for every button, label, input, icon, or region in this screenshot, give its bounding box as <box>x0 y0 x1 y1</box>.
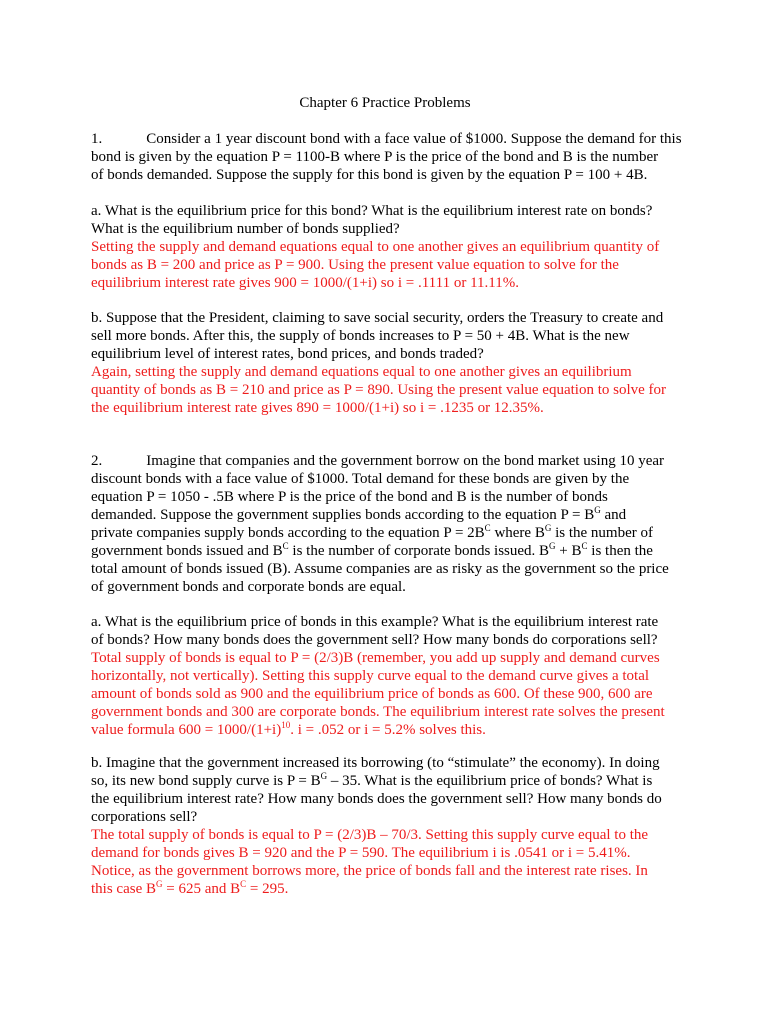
problem-2-line-4: demanded. Suppose the government supplies bonds according to the equation $P = B^G$ and <box>91 505 627 523</box>
problem-2a-answer-line: value formula $600 = 1000/(1+i)^{10}$. i = .052 or i = 5.2% solves this. <box>91 720 486 738</box>
problem-2b-question-line: so, its new bond supply curve is $P = B^G - 35$. What is the equilibrium price of bonds? What is <box>91 771 653 789</box>
problem-2-line-3: equation P = 1050 - .5B where P is the price of the bond and B is the number of bonds <box>91 489 608 505</box>
superscript-g: G <box>156 879 163 889</box>
superscript-exponent: 10 <box>281 720 291 730</box>
problem-2b-answer-line: The total supply of bonds is equal to P = (2/3)B – 70/3. Setting this supply curve equal to the <box>91 827 649 843</box>
problem-2-line-2: discount bonds with a face value of $1000. Total demand for these bonds are given by the <box>91 471 630 487</box>
problem-1b-answer-line: the equilibrium interest rate gives 890 = 1000/(1+i) so i = .1235 or 12.35%. <box>91 400 544 416</box>
problem-1a-answer <box>91 238 691 292</box>
problem-2a-question-line: of bonds? How many bonds does the government sell? How many bonds do corporations sell? <box>91 632 658 648</box>
problem-1a-answer-line: bonds as B = 200 and price as P = 900. Using the present value equation to solve for the <box>91 257 619 273</box>
problem-2b-question-line: corporations sell? <box>91 809 198 825</box>
problem-1b-question-line: sell more bonds. After this, the supply of bonds increases to P = 50 + 4B. What is the new <box>91 328 630 344</box>
problem-2a-answer <box>91 649 691 739</box>
problem-2-line-5: private companies supply bonds according to the equation $P = 2B^C$ where $B^G$ is the number of <box>91 523 653 541</box>
superscript-c: C <box>240 879 247 889</box>
problem-1a-question-line: What is the equilibrium number of bonds supplied? <box>91 221 400 237</box>
problem-1a-answer-line: equilibrium interest rate gives 900 = 1000/(1+i) so i = .1111 or 11.11%. <box>91 275 519 291</box>
problem-2-number: 2. <box>91 453 103 469</box>
problem-1b-answer-line: quantity of bonds as B = 210 and price as P = 890. Using the present value equation to solve for <box>91 382 667 398</box>
problem-2a-answer-line: government bonds and 300 are corporate bonds. The equilibrium interest rate solves the present <box>91 704 665 720</box>
problem-2a-answer-line: amount of bonds sold as 900 and the equilibrium price of bonds as 600. Of these 900, 600 are <box>91 686 653 702</box>
problem-2b-question-line: b. Imagine that the government increased its borrowing (to “stimulate” the economy). In doing <box>91 755 660 771</box>
problem-1a-question-line: a. What is the equilibrium price for this bond? What is the equilibrium interest rate on bonds? <box>91 203 653 219</box>
problem-1b-answer-line: Again, setting the supply and demand equations equal to one another gives an equilibrium <box>91 364 632 380</box>
problem-2-line-8: of government bonds and corporate bonds are equal. <box>91 579 406 595</box>
superscript-g: G <box>320 771 328 781</box>
problem-1-line-3: of bonds demanded. Suppose the supply for this bond is given by the equation P = 100 + 4B. <box>91 167 648 183</box>
superscript-g: G <box>549 541 556 551</box>
problem-2-line-6: government bonds issued and $B^C$ is the number of corporate bonds issued. $B^G + B^C$ is then the <box>91 541 653 559</box>
problem-2b-answer-line: Notice, as the government borrows more, the price of bonds fall and the interest rate rises. In <box>91 863 648 879</box>
problem-1a-answer-line: Setting the supply and demand equations equal to one another gives an equilibrium quantity of <box>91 239 660 255</box>
problem-1b-question <box>91 309 691 363</box>
problem-2a-answer-line: Total supply of bonds is equal to P = (2/3)B (remember, you add up supply and demand curves <box>91 650 660 666</box>
problem-2-prompt <box>91 452 691 596</box>
problem-1-number: 1. <box>91 131 103 147</box>
problem-2a-answer-line: horizontally, not vertically). Setting this supply curve equal to the demand curve gives a total <box>91 668 650 684</box>
page-title: Chapter 6 Practice Problems <box>299 95 471 111</box>
problem-1-prompt <box>91 130 691 184</box>
problem-2a-question <box>91 613 691 649</box>
superscript-g: G <box>594 505 601 515</box>
problem-2b-question-line: the equilibrium interest rate? How many bonds does the government sell? How many bonds do <box>91 791 662 807</box>
problem-1b-answer <box>91 363 691 417</box>
problem-1a-question <box>91 202 691 238</box>
problem-2b-answer-line: demand for bonds gives B = 920 and the P = 590. The equilibrium i is .0541 or i = 5.41%. <box>91 845 631 861</box>
problem-2-line-7: total amount of bonds issued (B). Assume companies are as risky as the government so the price <box>91 561 669 577</box>
problem-1-line-2: bond is given by the equation P = 1100-B where P is the price of the bond and B is the number <box>91 149 659 165</box>
problem-1b-question-line: equilibrium level of interest rates, bond prices, and bonds traded? <box>91 346 484 362</box>
problem-1b-question-line: b. Suppose that the President, claiming to save social security, orders the Treasury to create and <box>91 310 664 326</box>
problem-2b-answer-line: this case $B^G = 625$ and $B^C = 295$. <box>91 879 289 897</box>
superscript-g: G <box>544 523 552 533</box>
superscript-c: C <box>282 541 289 551</box>
problem-1-line-1: 1. Consider a 1 year discount bond with a face value of $1000. Suppose the demand for this <box>91 131 682 147</box>
superscript-c: C <box>581 541 588 551</box>
problem-2b-answer <box>91 826 691 898</box>
superscript-c: C <box>484 523 491 533</box>
problem-2b-question <box>91 754 691 826</box>
problem-2-line-1: 2. Imagine that companies and the government borrow on the bond market using 10 year <box>91 453 665 469</box>
problem-2a-question-line: a. What is the equilibrium price of bonds in this example? What is the equilibrium interest rate <box>91 614 659 630</box>
